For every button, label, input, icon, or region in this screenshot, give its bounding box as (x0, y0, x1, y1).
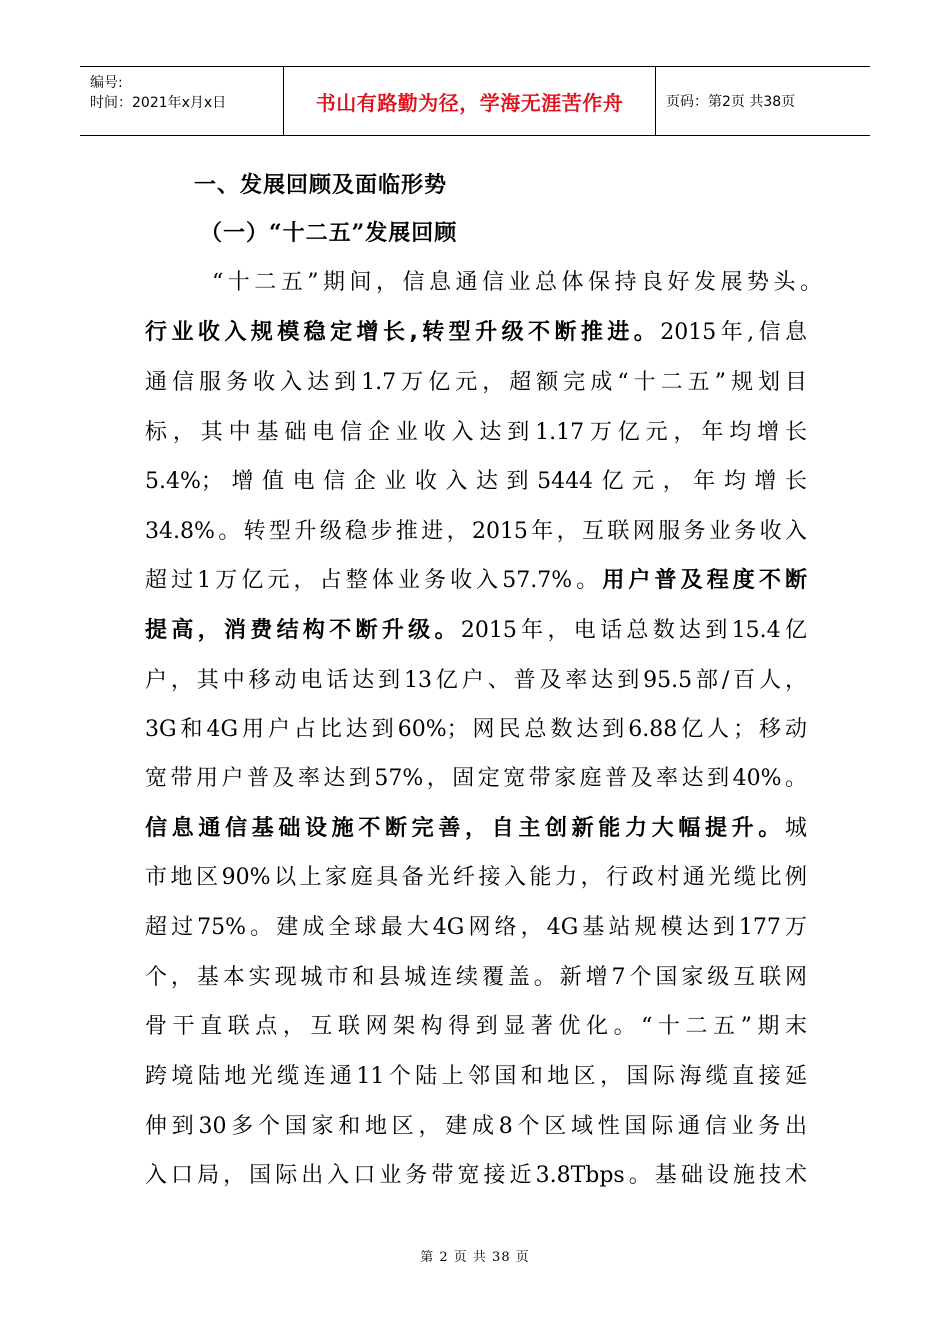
header-page-info: 页码：第2页 共38页 (666, 94, 796, 110)
body-line-15: 个，基本实现城市和县城连续覆盖。新增7个国家级互联网 (145, 965, 807, 990)
time-label: 时间：2021年x月x日 (90, 95, 227, 111)
body-line-14: 超过75%。建成全球最大4G网络，4G基站规模达到177万 (145, 915, 807, 940)
body-line-9: 户，其中移动电话达到13亿户、普及率达到95.5部/百人， (145, 668, 807, 693)
body-line-13: 市地区90%以上家庭具备光纤接入能力，行政村通光缆比例 (145, 865, 807, 890)
body-line-8-rest: 2015年，电话总数达到15.4亿 (460, 618, 807, 643)
number-label: 编号: (90, 75, 123, 91)
body-line-3: 通信服务收入达到1.7万亿元，超额完成“十二五”规划目 (145, 370, 807, 395)
section-heading: 一、发展回顾及面临形势 (194, 173, 448, 198)
body-line-18: 伸到30多个国家和地区，建成8个区域性国际通信业务出 (145, 1114, 807, 1139)
body-line-17: 跨境陆地光缆连通11个陆上邻国和地区，国际海缆直接延 (145, 1064, 807, 1089)
header-meta (80, 67, 284, 135)
body-line-11: 宽带用户普及率达到57%，固定宽带家庭普及率达到40%。 (145, 766, 807, 791)
document-header (80, 66, 870, 136)
body-line-6: 34.8%。转型升级稳步推进，2015年，互联网服务业务收入 (145, 519, 807, 544)
body-line-5: 5.4%；增值电信企业收入达到5444亿元，年均增长 (145, 469, 807, 494)
body-line-4: 标，其中基础电信企业收入达到1.17万亿元，年均增长 (145, 420, 807, 445)
body-line-19: 入口局，国际出入口业务带宽接近3.8Tbps。基础设施技术 (145, 1163, 807, 1188)
header-motto: 书山有路勤为径，学海无涯苦作舟 (284, 67, 656, 135)
subsection-heading: （一）“十二五”发展回顾 (200, 220, 458, 246)
body-line-7-rest: 超过1万亿元，占整体业务收入57.7%。 (145, 568, 603, 593)
body-line-2-rest: 2015年,信息 (660, 320, 807, 345)
body-line-1: “十二五”期间，信息通信业总体保持良好发展势头。 (212, 270, 822, 295)
bold-phrase-consumption: 提高，消费结构不断升级。 (145, 618, 461, 643)
body-line-8 (145, 611, 807, 651)
body-line-12 (145, 809, 807, 849)
body-line-2 (145, 313, 807, 353)
bold-phrase-infrastructure: 信息通信基础设施不断完善，自主创新能力大幅提升。 (145, 816, 785, 841)
page-footer: 第 2 页 共 38 页 (420, 1250, 530, 1265)
body-line-7 (145, 561, 807, 601)
body-line-10: 3G和4G用户占比达到60%；网民总数达到6.88亿人；移动 (145, 717, 807, 742)
bold-phrase-users: 用户普及程度不断 (602, 568, 807, 593)
body-line-16: 骨干直联点，互联网架构得到显著优化。“十二五”期末 (145, 1014, 807, 1039)
bold-phrase-income: 行业收入规模稳定增长,转型升级不断推进。 (145, 320, 661, 345)
body-line-12-rest: 城 (784, 816, 807, 841)
